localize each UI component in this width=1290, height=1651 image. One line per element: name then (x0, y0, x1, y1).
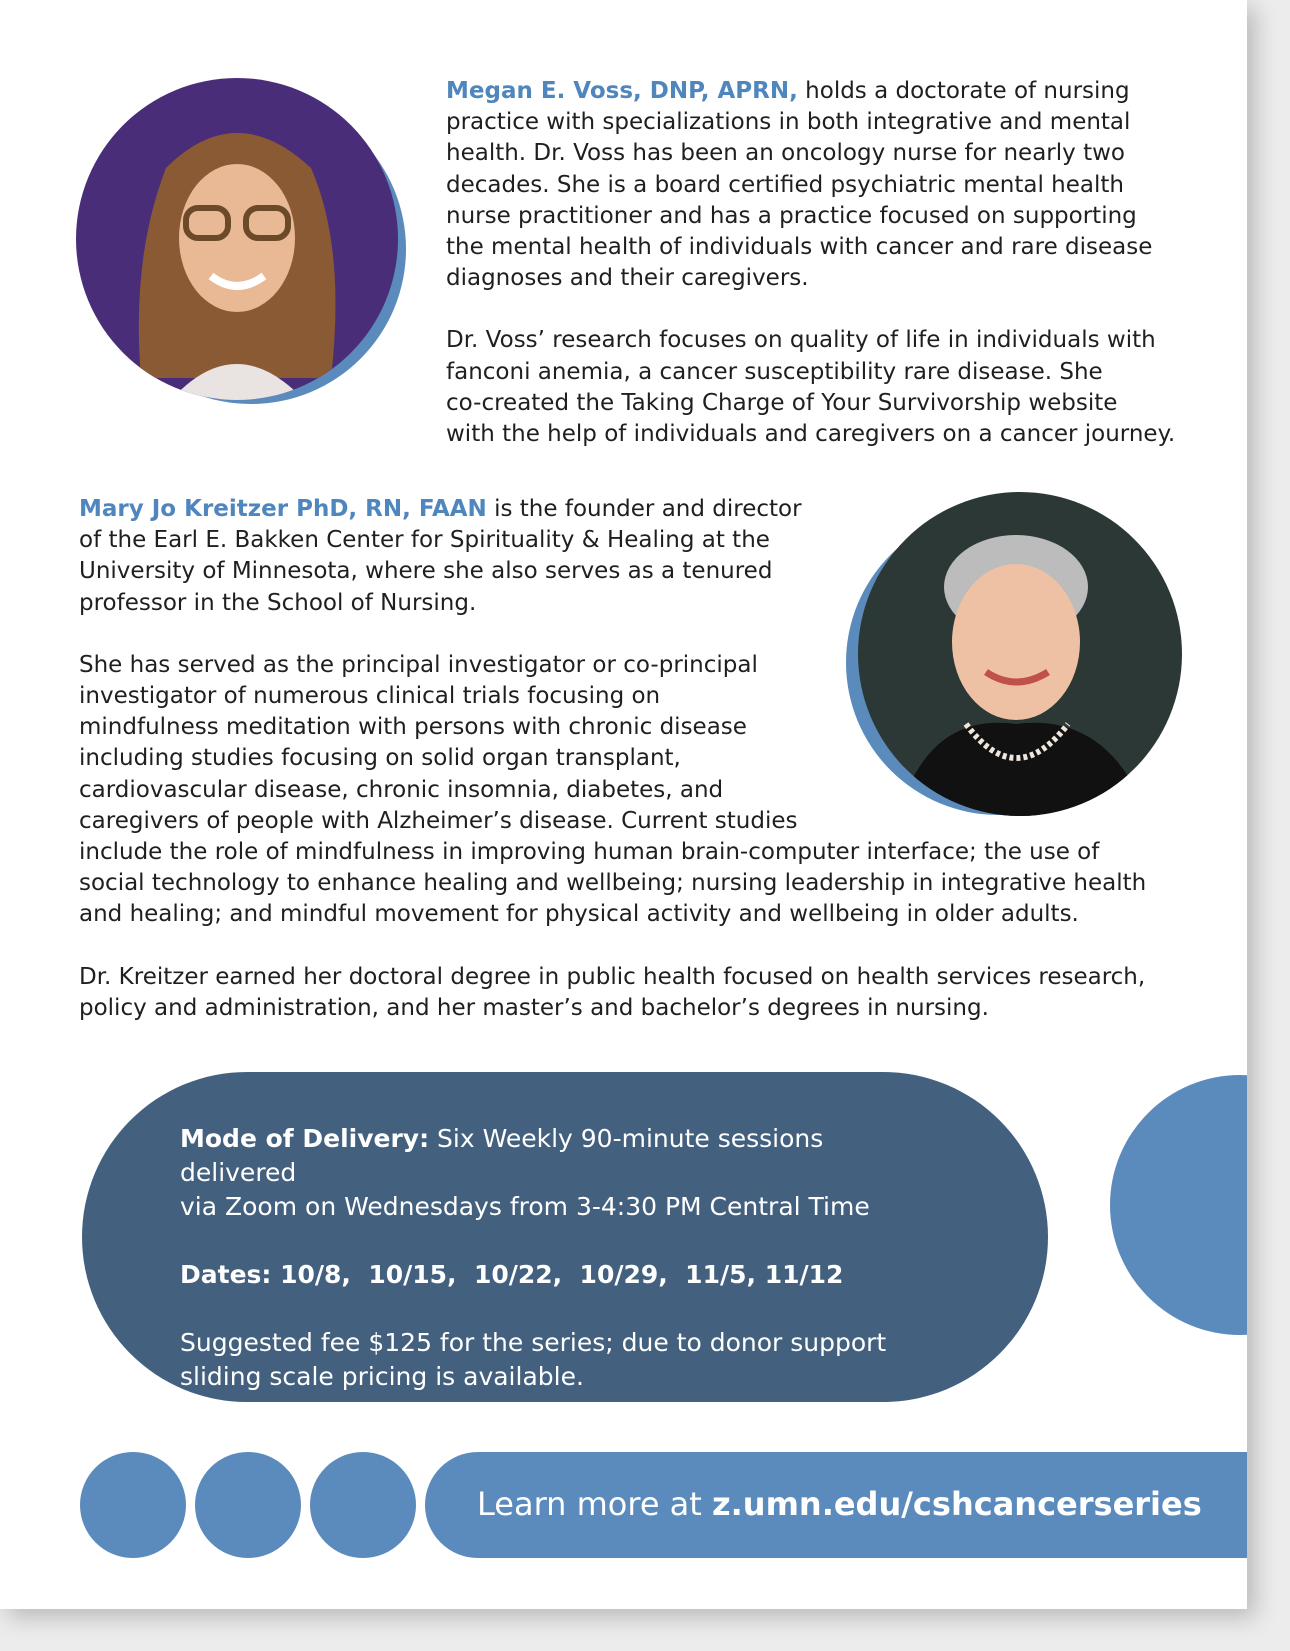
decorative-circle-3 (310, 1452, 416, 1558)
kreitzer-name: Mary Jo Kreitzer PhD, RN, FAAN (79, 496, 487, 522)
voss-bio (446, 76, 1226, 481)
learn-more-text (477, 1482, 1202, 1526)
kreitzer-bio-paragraph-2 (79, 650, 1229, 931)
voss-bio-line: Dr. Voss’ research focuses on quality of life in individuals with (446, 327, 1156, 354)
decorative-circle-1 (80, 1452, 186, 1558)
delivery-text: via Zoom on Wednesdays from 3-4:30 PM Central Time (180, 1192, 870, 1221)
dates-label: Dates: (180, 1260, 272, 1289)
learn-more-prefix: Learn more at (477, 1485, 712, 1523)
voss-bio-paragraph-1 (446, 76, 1226, 294)
kreitzer-bio-line: is the founder and director (486, 496, 802, 522)
fee-text: sliding scale pricing is available. (180, 1362, 584, 1391)
kreitzer-bio-line: policy and administration, and her master’s and bachelor’s degrees in nursing. (79, 994, 989, 1021)
program-details-panel (82, 1072, 1048, 1402)
kreitzer-bio-line: University of Minnesota, where she also serves as a tenured (79, 558, 773, 585)
kreitzer-bio-line: social technology to enhance healing and wellbeing; nursing leadership in integrative health (79, 870, 1147, 897)
fee-text: Suggested fee $125 for the series; due to donor support (180, 1328, 887, 1357)
voss-photo (76, 78, 406, 408)
decorative-circle-2 (195, 1452, 301, 1558)
voss-bio-line: co-created the Taking Charge of Your Survivorship website (446, 389, 1118, 416)
dates-info (180, 1258, 940, 1292)
voss-bio-line: nurse practitioner and has a practice focused on supporting (446, 202, 1137, 229)
delivery-text: Six Weekly 90-minute sessions delivered (180, 1124, 824, 1187)
dates-value: 10/8, 10/15, 10/22, 10/29, 11/5, 11/12 (271, 1260, 844, 1289)
kreitzer-bio-line: investigator of numerous clinical trials focusing on (79, 683, 661, 710)
fee-info (180, 1326, 940, 1394)
kreitzer-bio-paragraph-1 (79, 494, 1229, 619)
voss-bio-line: practice with specializations in both integrative and mental (446, 109, 1131, 136)
learn-more-banner (425, 1452, 1247, 1558)
kreitzer-bio-line: of the Earl E. Bakken Center for Spirituality & Healing at the (79, 527, 770, 554)
decorative-circle-right (1110, 1075, 1247, 1335)
voss-bio-paragraph-2 (446, 325, 1226, 450)
kreitzer-bio-line: caregivers of people with Alzheimer’s disease. Current studies (79, 807, 798, 834)
voss-bio-line: health. Dr. Voss has been an oncology nurse for nearly two (446, 140, 1125, 167)
kreitzer-bio-paragraph-3 (79, 962, 1229, 1024)
learn-more-link[interactable]: z.umn.edu/cshcancerseries (712, 1485, 1202, 1523)
kreitzer-bio-line: mindfulness meditation with persons with chronic disease (79, 714, 747, 741)
kreitzer-bio-line: include the role of mindfulness in improving human brain-computer interface; the use of (79, 839, 1100, 866)
voss-bio-line: the mental health of individuals with cancer and rare disease (446, 234, 1153, 261)
kreitzer-bio (79, 494, 1229, 1055)
voss-bio-line: holds a doctorate of nursing (797, 78, 1130, 104)
kreitzer-bio-line: and healing; and mindful movement for physical activity and wellbeing in older adults. (79, 901, 1079, 928)
voss-bio-line: fanconi anemia, a cancer susceptibility rare disease. She (446, 358, 1103, 385)
delivery-label: Mode of Delivery: (180, 1124, 430, 1153)
kreitzer-bio-line: Dr. Kreitzer earned her doctoral degree in public health focused on health services research, (79, 963, 1146, 990)
kreitzer-bio-line: including studies focusing on solid organ transplant, (79, 745, 681, 772)
voss-bio-line: diagnoses and their caregivers. (446, 265, 809, 292)
delivery-info (180, 1122, 940, 1224)
voss-portrait-image (76, 78, 398, 400)
kreitzer-bio-line: cardiovascular disease, chronic insomnia, diabetes, and (79, 776, 724, 803)
voss-name: Megan E. Voss, DNP, APRN, (446, 78, 798, 104)
kreitzer-bio-line: She has served as the principal investigator or co-principal (79, 651, 758, 678)
voss-bio-line: decades. She is a board certified psychiatric mental health (446, 171, 1124, 198)
voss-bio-line: with the help of individuals and caregivers on a cancer journey. (446, 421, 1176, 448)
kreitzer-bio-line: professor in the School of Nursing. (79, 589, 477, 616)
